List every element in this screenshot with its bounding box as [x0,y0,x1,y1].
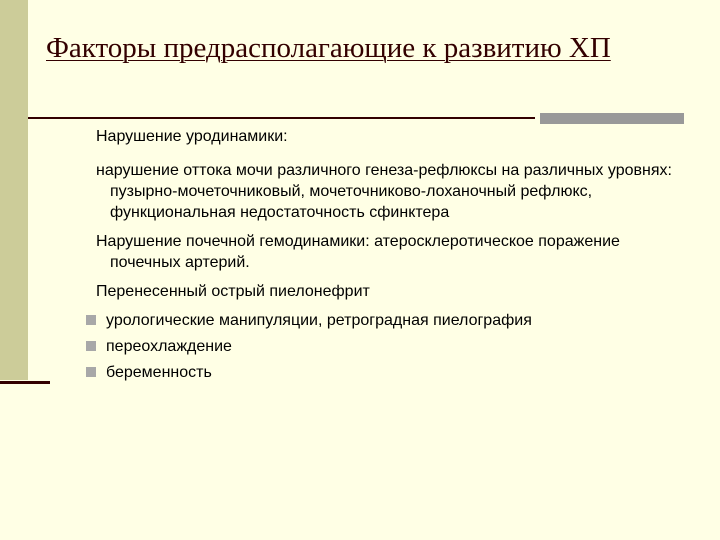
slide-title: Факторы предрасполагающие к развитию ХП [46,32,611,64]
paragraph: Перенесенный острый пиелонефрит [96,283,370,300]
bullet-item [0,336,676,357]
square-bullet-icon [86,315,96,325]
bullet-item [0,310,676,331]
title-divider-block [540,113,684,124]
square-bullet-icon [86,341,96,351]
bullet-text: переохлаждение [106,338,232,355]
paragraph: Нарушение уродинамики: [96,128,288,145]
title-divider [28,117,535,119]
paragraph: нарушение оттока мочи различного генеза-рефлюксы на различных уровнях: пузырно-мочеточниковый, мочеточниково-лоханочный рефлюкс, функциональная недостаточность сфинктера [96,162,672,221]
slide-body [76,126,676,388]
bullet-text: урологические манипуляции, ретроградная пиелография [106,312,532,329]
bullet-text: беременность [106,364,212,381]
square-bullet-icon [86,367,96,377]
bullet-item [0,362,676,383]
paragraph: Нарушение почечной гемодинамики: атеросклеротическое поражение почечных артерий. [96,233,620,271]
